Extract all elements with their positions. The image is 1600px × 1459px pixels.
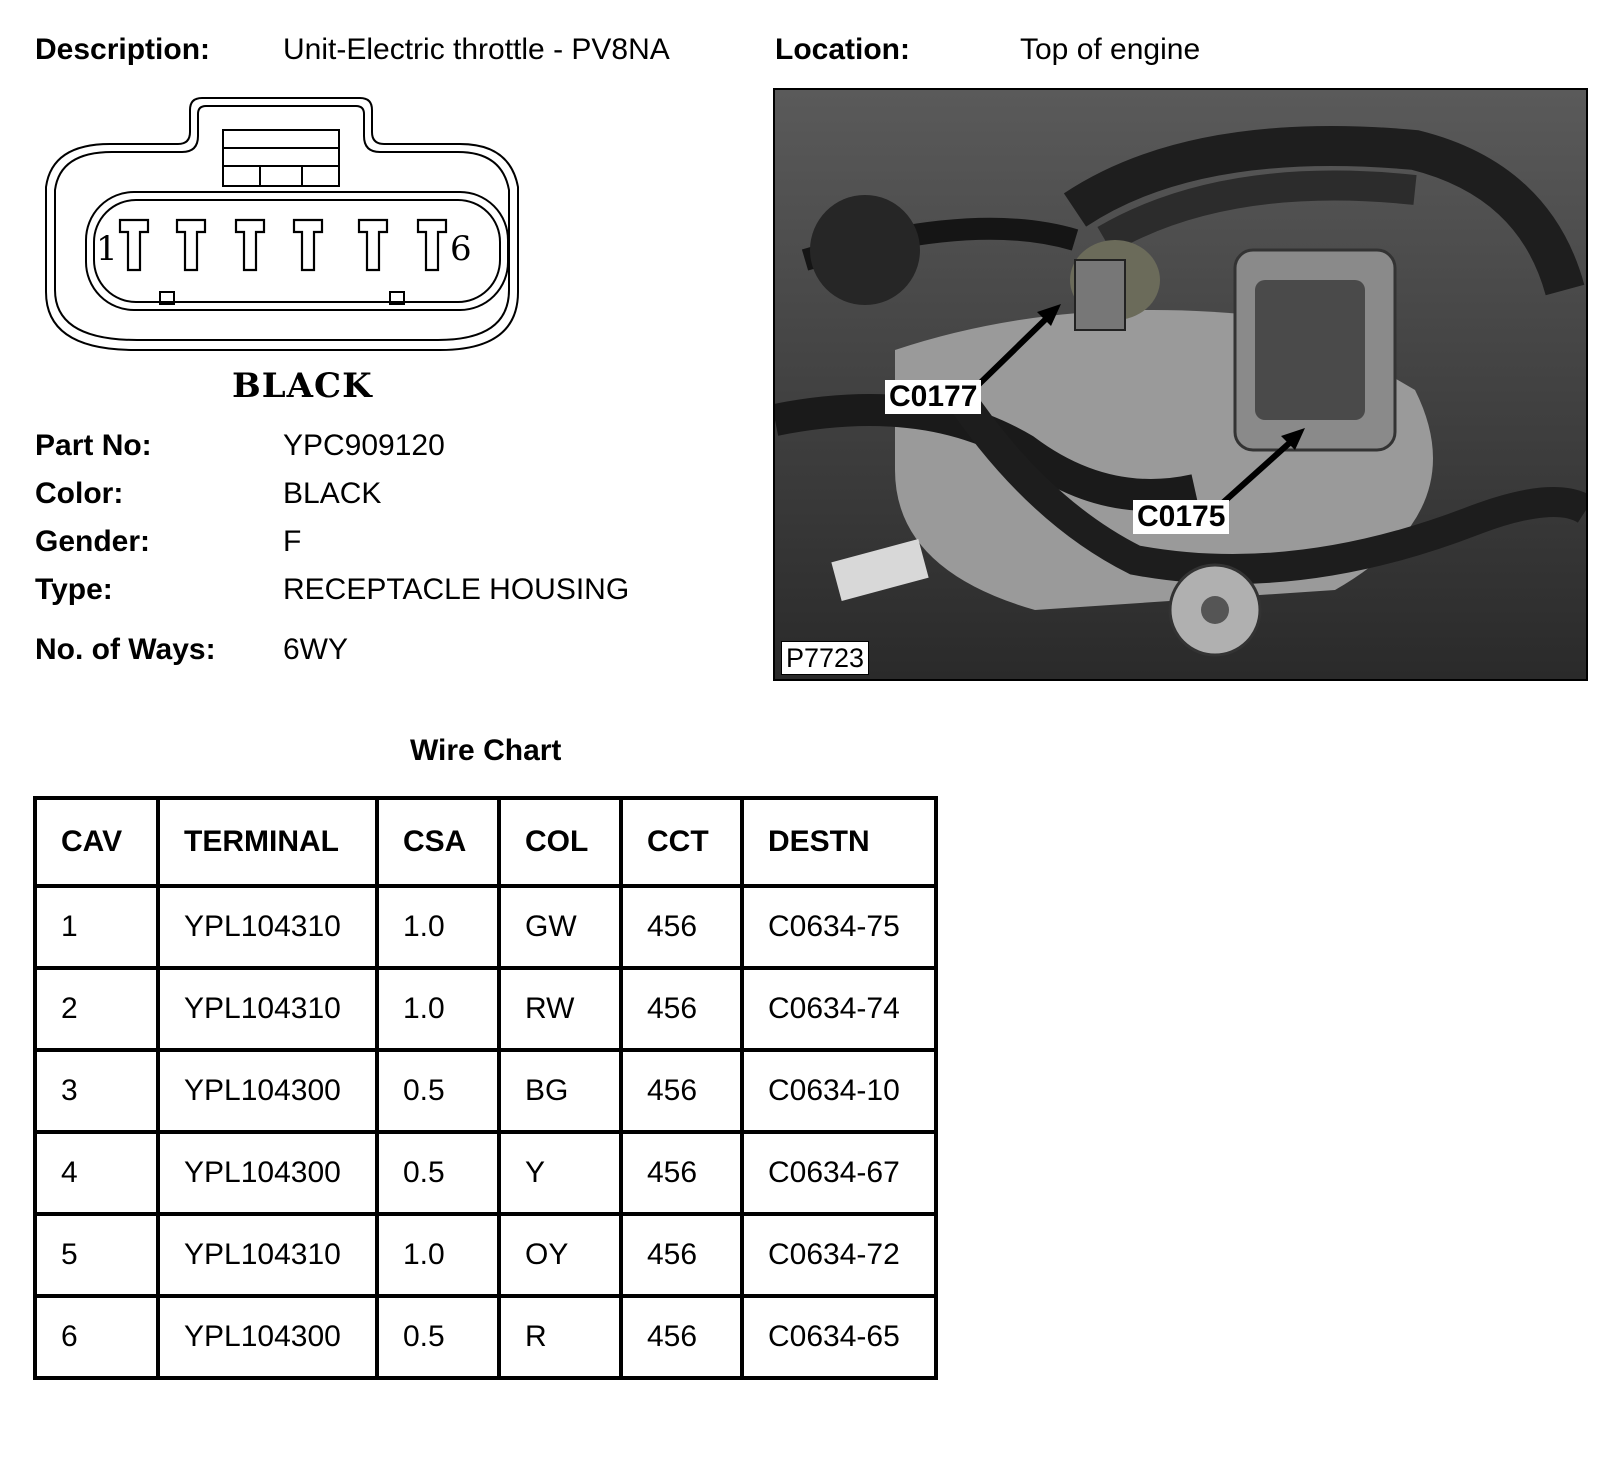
- description-label: Description:: [35, 33, 211, 66]
- pin-number-last: 6: [450, 229, 472, 269]
- cell-terminal: YPL104300: [158, 1132, 377, 1214]
- header-cct: CCT: [621, 798, 742, 886]
- header-csa: CSA: [377, 798, 499, 886]
- cell-destn: C0634-10: [742, 1050, 936, 1132]
- cell-csa: 1.0: [377, 886, 499, 968]
- type-value: RECEPTACLE HOUSING: [283, 573, 630, 606]
- cell-destn: C0634-72: [742, 1214, 936, 1296]
- header-terminal: TERMINAL: [158, 798, 377, 886]
- cell-csa: 1.0: [377, 968, 499, 1050]
- color-label: Color:: [35, 477, 124, 510]
- table-header-row: [35, 798, 936, 886]
- cell-csa: 0.5: [377, 1050, 499, 1132]
- type-label: Type:: [35, 573, 113, 606]
- terminal-2: [177, 220, 205, 270]
- photo-reference-id: P7723: [781, 641, 869, 675]
- location-value: Top of engine: [1020, 33, 1201, 66]
- cell-destn: C0634-65: [742, 1296, 936, 1378]
- cell-col: Y: [499, 1132, 621, 1214]
- table-row: [35, 1132, 936, 1214]
- wire-chart-table: [33, 796, 938, 1380]
- terminal-6: [418, 220, 446, 270]
- connector-outer-outline: [46, 98, 518, 350]
- terminal-3: [236, 220, 264, 270]
- connector-terminals: [120, 220, 446, 270]
- gender-label: Gender:: [35, 525, 151, 558]
- gender-value: F: [283, 525, 302, 558]
- cell-cav: 3: [35, 1050, 158, 1132]
- cell-col: RW: [499, 968, 621, 1050]
- header-col: COL: [499, 798, 621, 886]
- color-value: BLACK: [283, 477, 382, 510]
- connector-latch: [223, 130, 339, 186]
- table-row: [35, 1050, 936, 1132]
- table-row: [35, 886, 936, 968]
- cell-cav: 2: [35, 968, 158, 1050]
- location-label: Location:: [775, 33, 910, 66]
- header-destn: DESTN: [742, 798, 936, 886]
- part-no-label: Part No:: [35, 429, 152, 462]
- cell-destn: C0634-74: [742, 968, 936, 1050]
- cell-cct: 456: [621, 1214, 742, 1296]
- ways-label: No. of Ways:: [35, 633, 216, 666]
- cell-csa: 0.5: [377, 1132, 499, 1214]
- part-no-value: YPC909120: [283, 429, 445, 462]
- cell-terminal: YPL104300: [158, 1296, 377, 1378]
- cell-csa: 0.5: [377, 1296, 499, 1378]
- cell-col: GW: [499, 886, 621, 968]
- table-row: [35, 968, 936, 1050]
- cell-col: BG: [499, 1050, 621, 1132]
- connector-outer-inner-outline: [55, 106, 509, 340]
- cell-destn: C0634-67: [742, 1132, 936, 1214]
- cell-csa: 1.0: [377, 1214, 499, 1296]
- cell-cav: 5: [35, 1214, 158, 1296]
- terminal-5: [359, 220, 387, 270]
- cell-cct: 456: [621, 1050, 742, 1132]
- photo-callout-c0175: C0175: [1133, 500, 1229, 534]
- photo-callout-c0177: C0177: [885, 380, 981, 414]
- table-row: [35, 1296, 936, 1378]
- table-row: [35, 1214, 936, 1296]
- cell-col: OY: [499, 1214, 621, 1296]
- cell-cav: 4: [35, 1132, 158, 1214]
- header-cav: CAV: [35, 798, 158, 886]
- cell-cct: 456: [621, 886, 742, 968]
- connector-cavity-outline: [86, 192, 508, 310]
- cell-cct: 456: [621, 1296, 742, 1378]
- cell-cct: 456: [621, 1132, 742, 1214]
- terminal-1: [120, 220, 148, 270]
- connector-color-caption: BLACK: [232, 366, 373, 406]
- description-value: Unit-Electric throttle - PV8NA: [283, 33, 670, 66]
- cell-col: R: [499, 1296, 621, 1378]
- cell-cct: 456: [621, 968, 742, 1050]
- cell-terminal: YPL104310: [158, 886, 377, 968]
- cell-terminal: YPL104300: [158, 1050, 377, 1132]
- cell-terminal: YPL104310: [158, 968, 377, 1050]
- cell-cav: 6: [35, 1296, 158, 1378]
- cell-terminal: YPL104310: [158, 1214, 377, 1296]
- cell-cav: 1: [35, 886, 158, 968]
- cell-destn: C0634-75: [742, 886, 936, 968]
- engine-location-photo: [773, 88, 1588, 681]
- terminal-4: [294, 220, 322, 270]
- wire-chart-title: Wire Chart: [410, 734, 562, 767]
- pin-number-first: 1: [96, 229, 118, 269]
- ways-value: 6WY: [283, 633, 349, 666]
